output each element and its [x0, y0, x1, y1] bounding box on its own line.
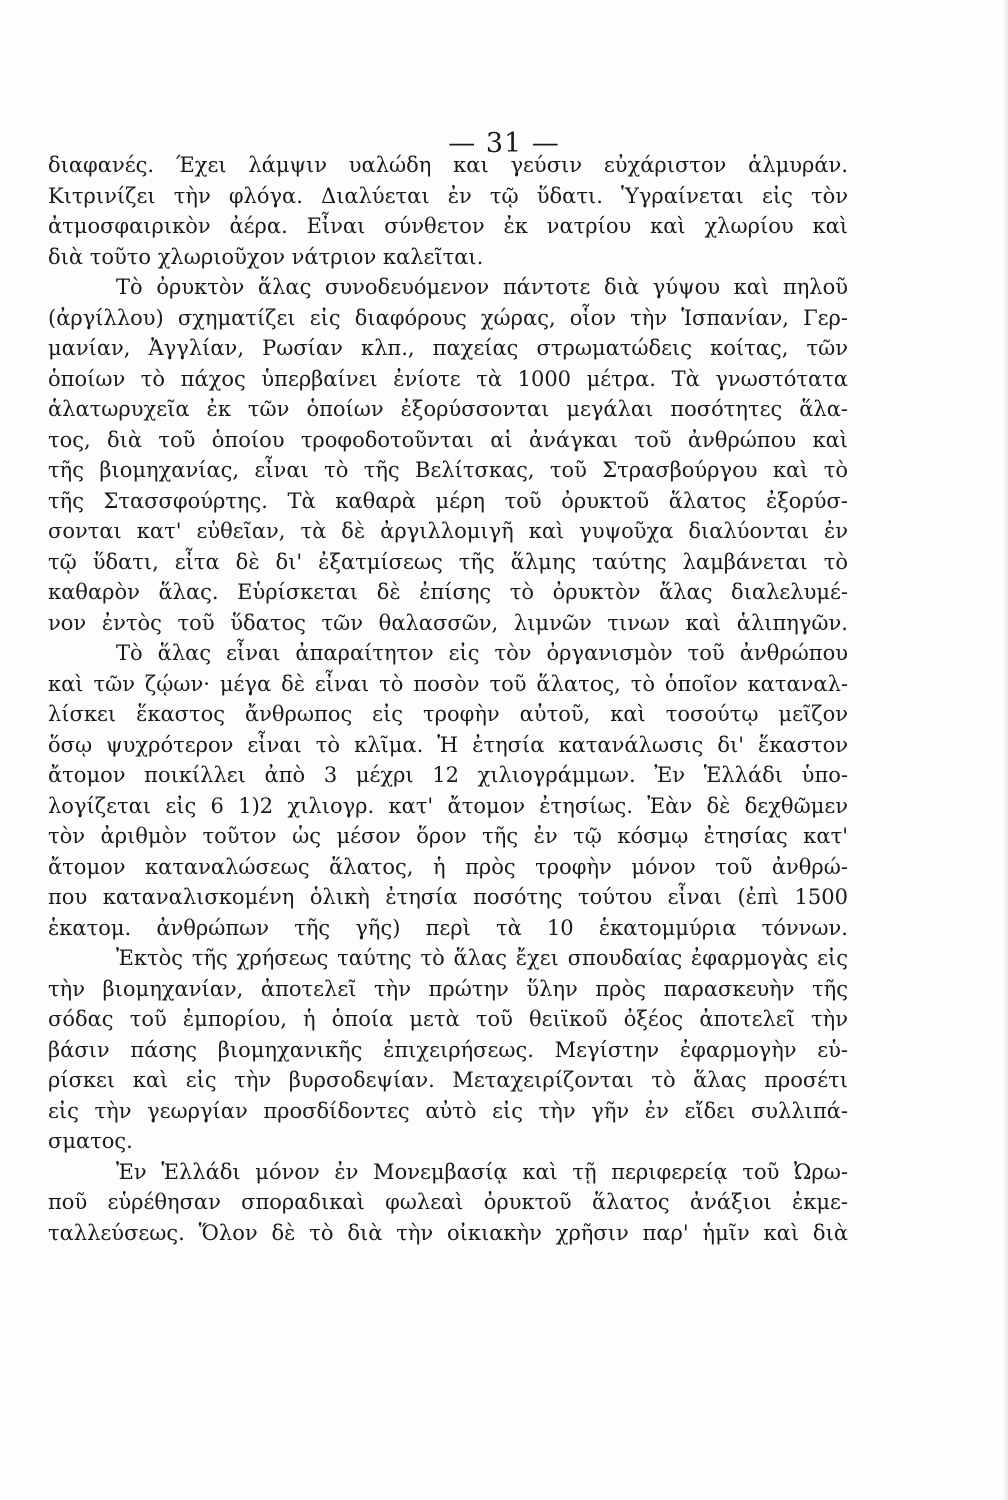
text-line: καθαρὸν ἅλας. Εὑρίσκεται δὲ ἐπίσης τὸ ὀρυκτὸν ἅλας διαλελυμέ- [48, 580, 848, 604]
text-line: λίσκει ἕκαστος ἄνθρωπος εἰς τροφὴν αὐτοῦ, καὶ τοσούτῳ μεῖζον [48, 702, 848, 726]
text-line: Τὸ ὀρυκτὸν ἅλας συνοδευόμενον πάντοτε διὰ γύψου καὶ πηλοῦ [116, 275, 848, 299]
text-line: τὸν ἀριθμὸν τοῦτον ὡς μέσον ὅρον τῆς ἐν τῷ κόσμῳ ἐτησίας κατ' [48, 824, 848, 848]
text-line: ἀτμοσφαιρικὸν ἀέρα. Εἶναι σύνθετον ἐκ νατρίου καὶ χλωρίου καὶ [48, 214, 848, 238]
text-line: διὰ τοῦτο χλωριοῦχον νάτριον καλεῖται. [48, 244, 484, 269]
text-line: που καταναλισκομένη ὁλικὴ ἐτησία ποσότης τούτου εἶναι (ἐπὶ 1500 [48, 885, 848, 909]
text-line: Ἐν Ἑλλάδι μόνον ἐν Μονεμβασίᾳ καὶ τῇ περιφερείᾳ τοῦ Ὠρω- [116, 1159, 848, 1184]
text-line: σματος. [48, 1129, 133, 1153]
text-line: ὅσῳ ψυχρότερον εἶναι τὸ κλῖμα. Ἡ ἐτησία κατανάλωσις δι' ἕκαστον [48, 732, 848, 757]
scan-edge-shadow [1002, 0, 1008, 1500]
page-number: — 31 — [448, 128, 560, 159]
text-line: λογίζεται εἰς 6 1)2 χιλιογρ. κατ' ἄτομον ἐτησίως. Ἐὰν δὲ δεχθῶμεν [48, 793, 848, 818]
text-line: τὴν βιομηχανίαν, ἀποτελεῖ τὴν πρώτην ὕλην πρὸς παρασκευὴν τῆς [48, 976, 848, 1001]
text-line: ἑκατομ. ἀνθρώπων τῆς γῆς) περὶ τὰ 10 ἑκατομμύρια τόννων. [48, 915, 848, 940]
text-line: ὁποίων τὸ πάχος ὑπερβαίνει ἐνίοτε τὰ 1000 μέτρα. Τὰ γνωστότατα [48, 366, 848, 391]
text-line: μανίαν, Ἀγγλίαν, Ρωσίαν κλπ., παχείας στρωματώδεις κοίτας, τῶν [48, 336, 848, 360]
text-line: Τὸ ἅλας εἶναι ἀπαραίτητον εἰς τὸν ὀργανισμὸν τοῦ ἀνθρώπου [116, 641, 848, 665]
text-line: διαφανές. Έχει λάμψιν υαλώδη και γεύσιν εὐχάριστον ἁλμυράν. [48, 153, 848, 177]
text-line: ρίσκει καὶ εἰς τὴν βυρσοδεψίαν. Μεταχειρίζονται τὸ ἅλας προσέτι [48, 1068, 848, 1092]
text-line: τῆς βιομηχανίας, εἶναι τὸ τῆς Βελίτσκας, τοῦ Στρασβούργου καὶ τὸ [48, 458, 848, 482]
text-line: νον ἐντὸς τοῦ ὕδατος τῶν θαλασσῶν, λιμνῶν τινων καὶ ἁλιπηγῶν. [48, 610, 848, 635]
text-line: Ἐκτὸς τῆς χρήσεως ταύτης τὸ ἅλας ἔχει σπουδαίας ἐφαρμογὰς εἰς [116, 946, 848, 970]
text-line: ποῦ εὑρέθησαν σποραδικαὶ φωλεαὶ ὀρυκτοῦ ἅλατος ἀνάξιοι ἐκμε- [48, 1190, 848, 1214]
text-line: τῆς Στασσφούρτης. Τὰ καθαρὰ μέρη τοῦ ὀρυκτοῦ ἅλατος ἐξορύσ- [48, 488, 848, 513]
text-line: σόδας τοῦ ἐμπορίου, ἡ ὁποία μετὰ τοῦ θειϊκοῦ ὀξέος ἀποτελεῖ τὴν [48, 1007, 848, 1031]
text-line: Κιτρινίζει τὴν φλόγα. Διαλύεται ἐν τῷ ὕδατι. Ὑγραίνεται εἰς τὸν [48, 183, 848, 208]
text-line: εἰς τὴν γεωργίαν προσδίδοντες αὐτὸ εἰς τὴν γῆν ἐν εἴδει συλλιπά- [48, 1098, 848, 1123]
text-line: βάσιν πάσης βιομηχανικῆς ἐπιχειρήσεως. Μεγίστην ἐφαρμογὴν εὑ- [48, 1037, 848, 1062]
text-line: ἁλατωρυχεῖα ἐκ τῶν ὁποίων ἐξορύσσονται μεγάλαι ποσότητες ἅλα- [48, 397, 848, 421]
body-text [48, 150, 848, 1248]
text-line: τῷ ὕδατι, εἶτα δὲ δι' ἐξατμίσεως τῆς ἅλμης ταύτης λαμβάνεται τὸ [48, 549, 848, 574]
text-line: σονται κατ' εὐθεῖαν, τὰ δὲ ἀργιλλομιγῆ καὶ γυψοῦχα διαλύονται ἐν [48, 519, 848, 543]
text-line: ταλλεύσεως. Ὅλον δὲ τὸ διὰ τὴν οἰκιακὴν χρῆσιν παρ' ἡμῖν καὶ διὰ [48, 1220, 848, 1245]
text-line: ἄτομον καταναλώσεως ἅλατος, ἡ πρὸς τροφὴν μόνον τοῦ ἀνθρώ- [48, 854, 848, 879]
text-line: (ἀργίλλου) σχηματίζει εἰς διαφόρους χώρας, οἷον τὴν Ἱσπανίαν, Γερ- [48, 305, 848, 330]
text-line: ἄτομον ποικίλλει ἀπὸ 3 μέχρι 12 χιλιογράμμων. Ἐν Ἑλλάδι ὑπο- [48, 763, 848, 787]
text-line: τος, διὰ τοῦ ὁποίου τροφοδοτοῦνται αἱ ἀνάγκαι τοῦ ἀνθρώπου καὶ [48, 427, 848, 452]
text-line: καὶ τῶν ζῴων· μέγα δὲ εἶναι τὸ ποσὸν τοῦ ἅλατος, τὸ ὁποῖον καταναλ- [48, 671, 848, 696]
